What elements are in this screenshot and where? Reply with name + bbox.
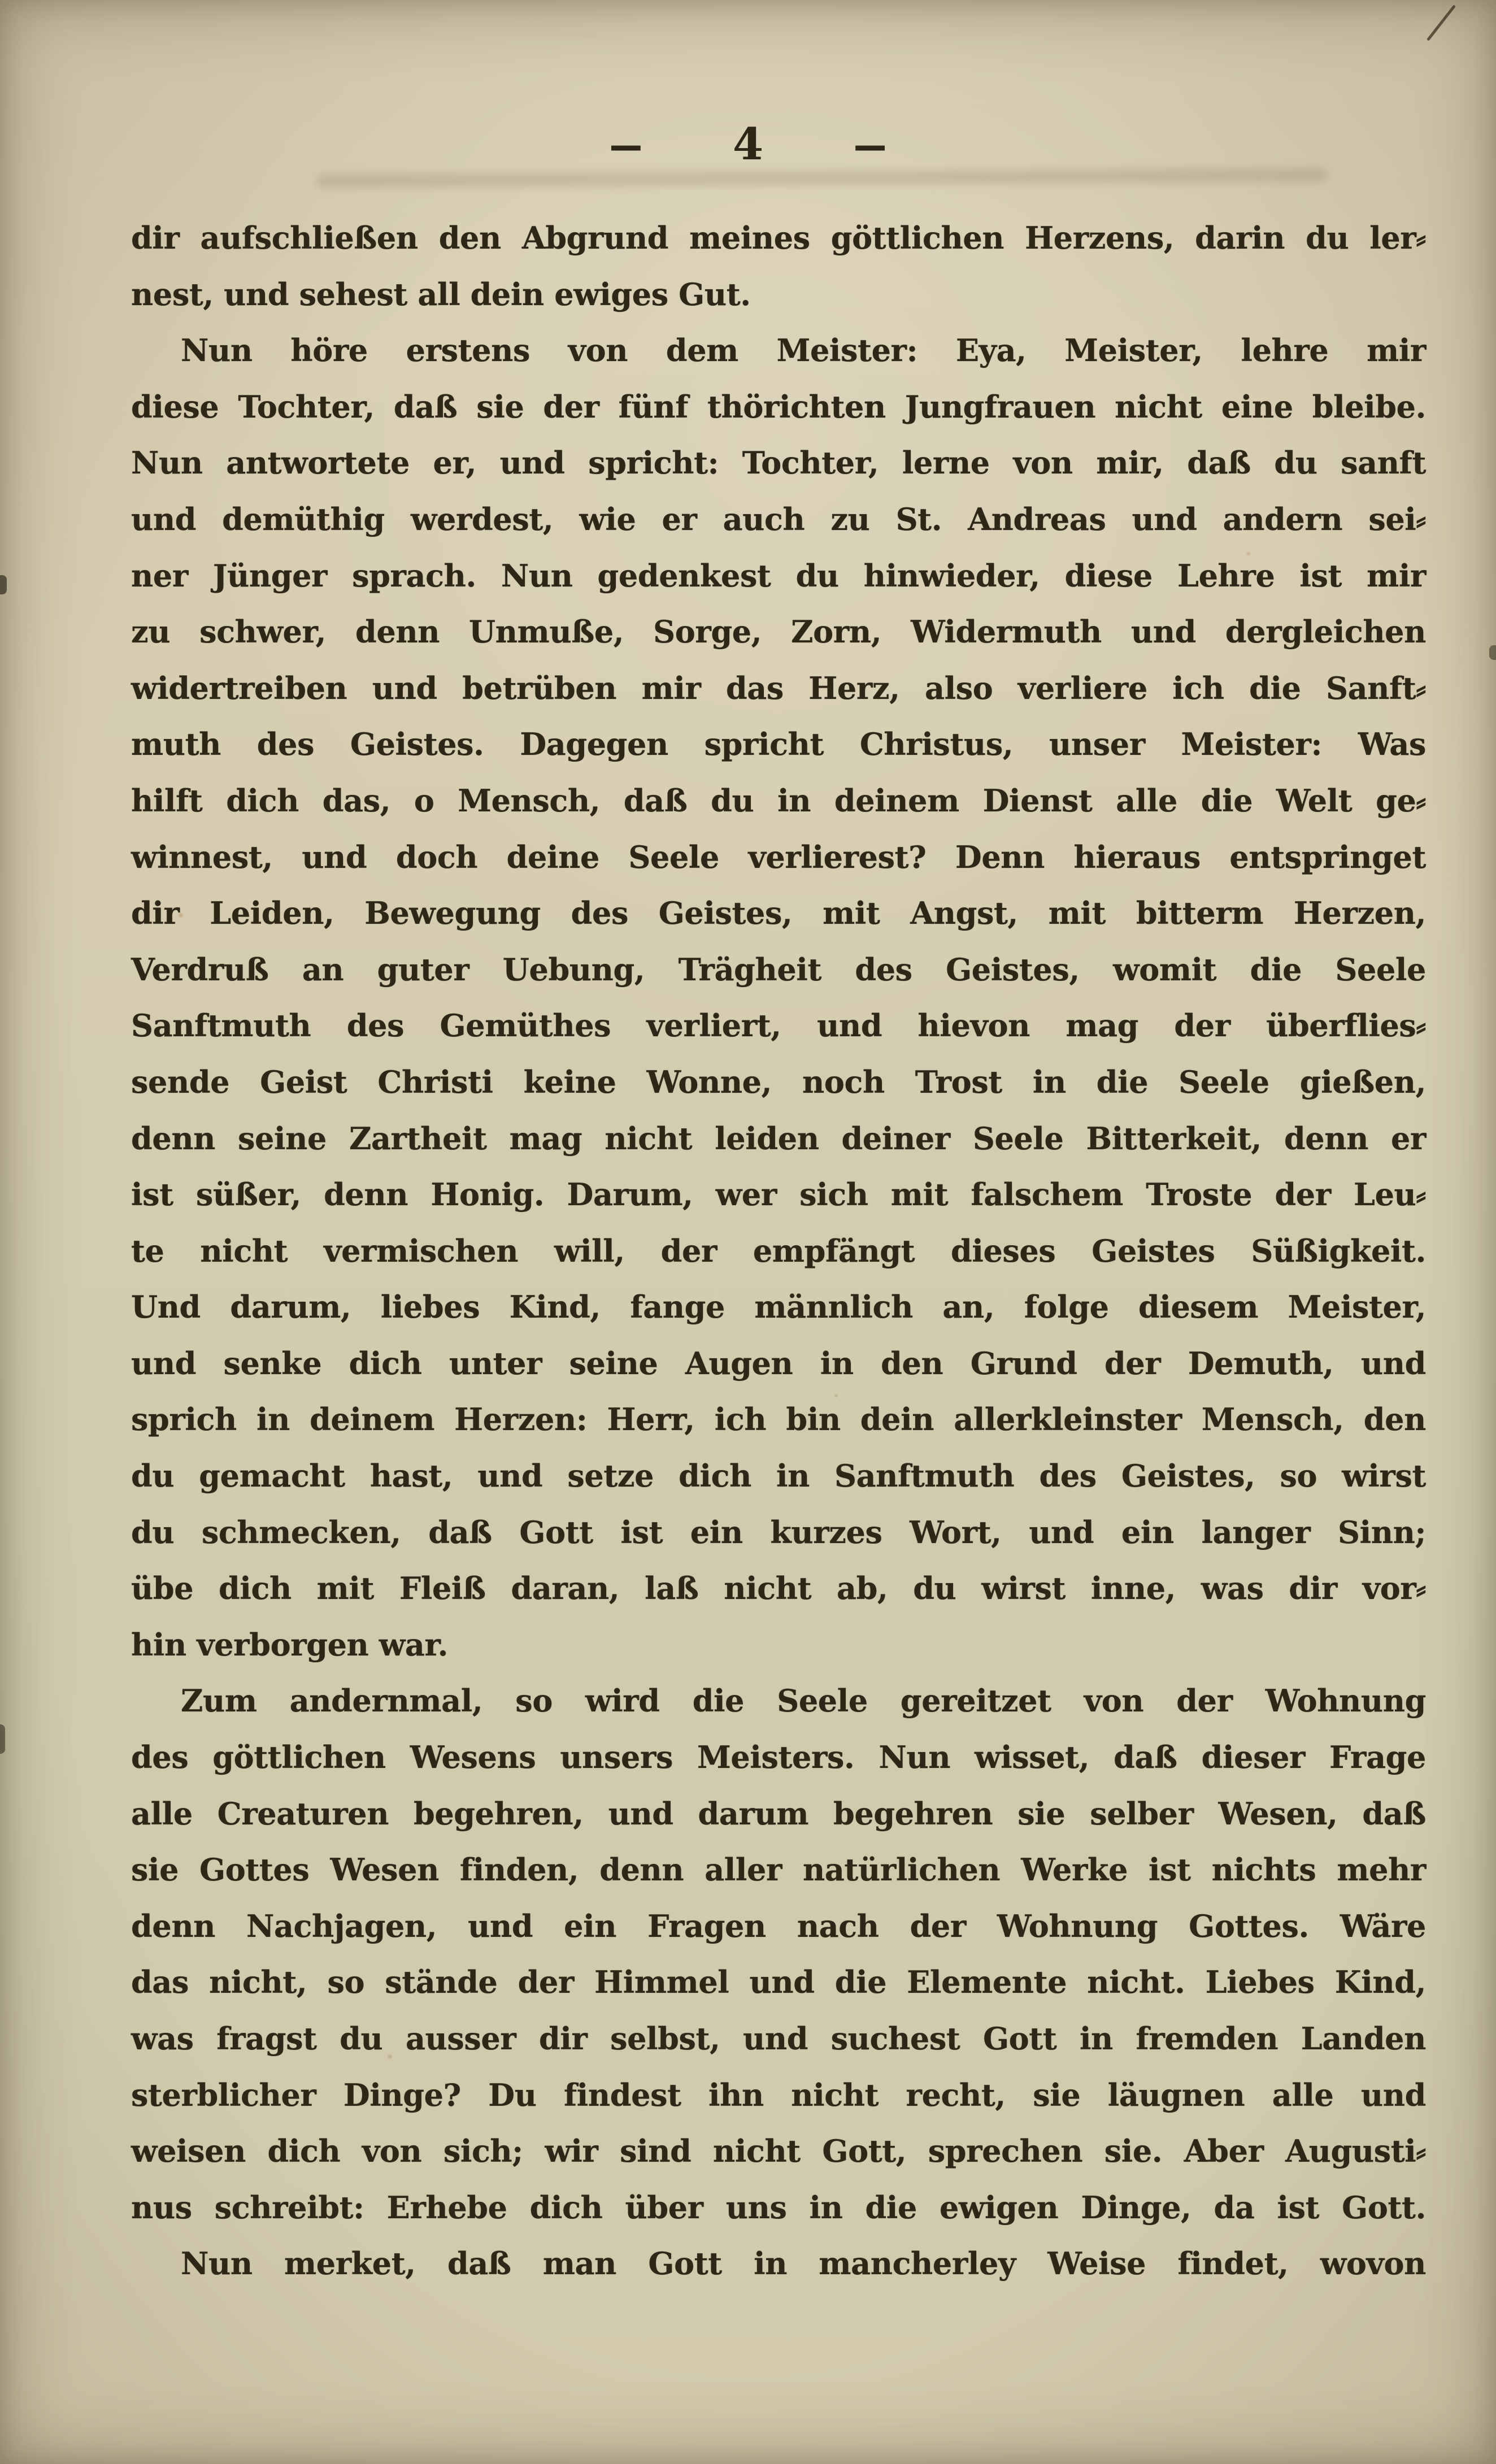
text-line: das nicht, so stände der Himmel und die Elemente nicht. Liebes Kind, xyxy=(131,1964,1426,2001)
text-line: und senke dich unter seine Augen in den Grund der Demuth, und xyxy=(131,1345,1426,1381)
text-line: denn seine Zartheit mag nicht leiden deiner Seele Bitterkeit, denn er xyxy=(131,1120,1426,1157)
ink-showthrough-smudge xyxy=(316,168,1328,189)
text-line: Nun merket, daß man Gott in mancherley Weise findet, wovon xyxy=(181,2245,1426,2282)
text-line: winnest, und doch deine Seele verlierest? Denn hieraus entspringet xyxy=(131,838,1426,875)
text-line: Und darum, liebes Kind, fange männlich an, folge diesem Meister, xyxy=(131,1289,1426,1326)
scan-edge-speck xyxy=(0,1724,5,1754)
text-line: alle Creaturen begehren, und darum begehren sie selber Wesen, daß xyxy=(131,1795,1426,1832)
text-line: Sanftmuth des Gemüthes verliert, und hievon mag der überflies⸗ xyxy=(131,1007,1426,1044)
text-block xyxy=(131,210,1426,2292)
header-dash-left: — xyxy=(609,119,642,170)
text-line: du gemacht hast, und setze dich in Sanftmuth des Geistes, so wirst xyxy=(131,1458,1426,1494)
text-line: übe dich mit Fleiß daran, laß nicht ab, du wirst inne, was dir vor⸗ xyxy=(131,1570,1426,1607)
text-line: muth des Geistes. Dagegen spricht Christus, unser Meister: Was xyxy=(131,726,1426,763)
header-dash-right: — xyxy=(854,119,887,170)
text-line: du schmecken, daß Gott ist ein kurzes Wort, und ein langer Sinn; xyxy=(131,1514,1426,1550)
text-line: und demüthig werdest, wie er auch zu St. Andreas und andern sei⸗ xyxy=(131,501,1426,537)
text-line: Verdruß an guter Uebung, Trägheit des Geistes, womit die Seele xyxy=(131,951,1426,988)
scan-edge-speck xyxy=(1489,645,1496,660)
text-line: zu schwer, denn Unmuße, Sorge, Zorn, Widermuth und dergleichen xyxy=(131,614,1426,650)
text-line: sprich in deinem Herzen: Herr, ich bin dein allerkleinster Mensch, den xyxy=(131,1401,1426,1438)
text-line: des göttlichen Wesens unsers Meisters. Nun wisset, daß dieser Frage xyxy=(131,1739,1426,1776)
text-line: Nun antwortete er, und spricht: Tochter, lerne von mir, daß du sanft xyxy=(131,445,1426,481)
scan-edge-speck xyxy=(0,575,7,594)
page-number: 4 xyxy=(732,119,764,170)
text-line: nest, und sehest all dein ewiges Gut. xyxy=(131,276,751,312)
text-line: dir aufschließen den Abgrund meines göttlichen Herzens, darin du ler⸗ xyxy=(131,220,1426,256)
text-line: ner Jünger sprach. Nun gedenkest du hinwieder, diese Lehre ist mir xyxy=(131,557,1426,594)
text-line: te nicht vermischen will, der empfängt dieses Geistes Süßigkeit. xyxy=(131,1232,1426,1269)
pen-stroke-artifact xyxy=(1427,5,1456,41)
text-line: diese Tochter, daß sie der fünf thörichten Jungfrauen nicht eine bleibe. xyxy=(131,388,1426,425)
text-line: denn Nachjagen, und ein Fragen nach der Wohnung Gottes. Wäre xyxy=(131,1907,1426,1944)
text-line: weisen dich von sich; wir sind nicht Gott, sprechen sie. Aber Augusti⸗ xyxy=(131,2133,1426,2170)
text-line: dir Leiden, Bewegung des Geistes, mit Angst, mit bitterm Herzen, xyxy=(131,895,1426,932)
text-line: was fragst du ausser dir selbst, und suchest Gott in fremden Landen xyxy=(131,2020,1426,2057)
text-line: Zum andernmal, so wird die Seele gereitzet von der Wohnung xyxy=(181,1683,1426,1719)
text-line: hin verborgen war. xyxy=(131,1626,448,1663)
text-line: sende Geist Christi keine Wonne, noch Trost in die Seele gießen, xyxy=(131,1063,1426,1100)
text-line: nus schreibt: Erhebe dich über uns in die ewigen Dinge, da ist Gott. xyxy=(131,2189,1426,2226)
text-line: sterblicher Dinge? Du findest ihn nicht recht, sie läugnen alle und xyxy=(131,2076,1426,2113)
text-line: widertreiben und betrüben mir das Herz, also verliere ich die Sanft⸗ xyxy=(131,670,1426,706)
text-line: Nun höre erstens von dem Meister: Eya, Meister, lehre mir xyxy=(181,332,1426,369)
text-line: hilft dich das, o Mensch, daß du in deinem Dienst alle die Welt ge⸗ xyxy=(131,782,1426,819)
text-line: sie Gottes Wesen finden, denn aller natürlichen Werke ist nichts mehr xyxy=(131,1852,1426,1888)
page-header xyxy=(0,119,1496,170)
text-line: ist süßer, denn Honig. Darum, wer sich mit falschem Troste der Leu⸗ xyxy=(131,1176,1426,1213)
